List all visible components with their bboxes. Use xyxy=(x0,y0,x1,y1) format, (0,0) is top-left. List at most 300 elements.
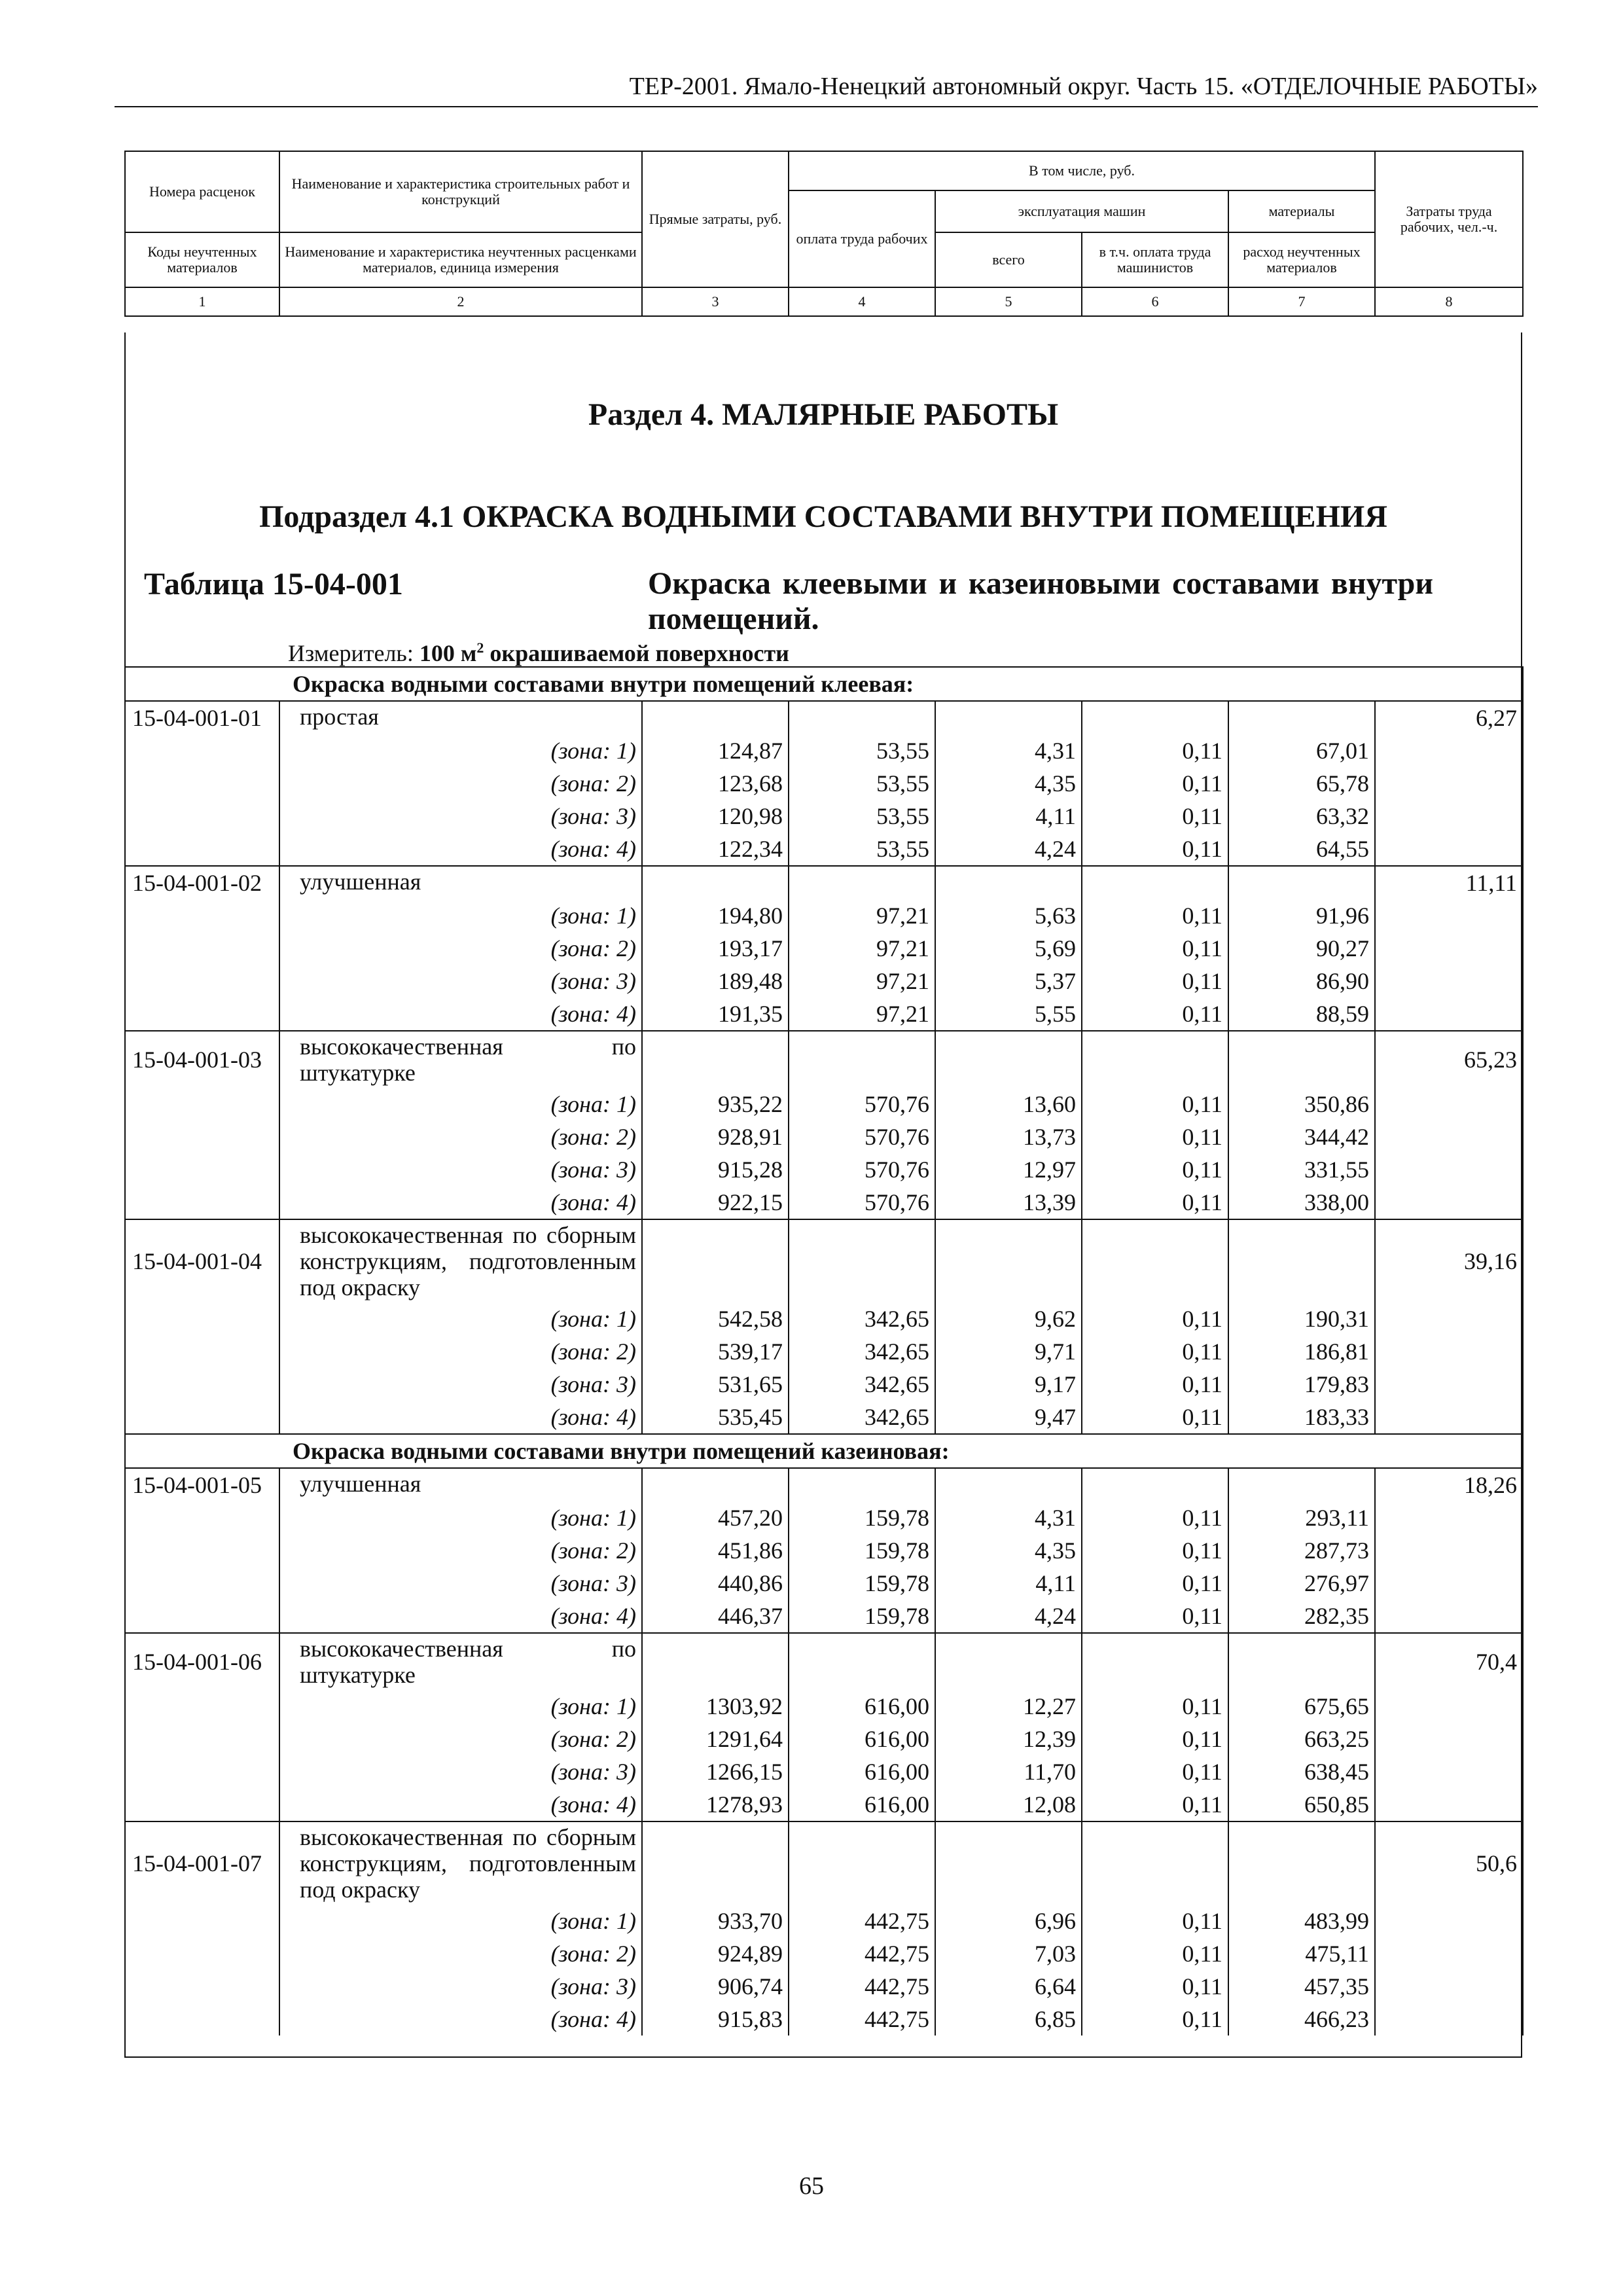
group-title: Окраска водными составами внутри помещений клеевая: xyxy=(279,667,1523,701)
column-number: 5 xyxy=(935,287,1082,316)
group-title-spacer xyxy=(125,1434,279,1468)
zone-label: (зона: 3) xyxy=(279,1970,642,2003)
machine-costs: 4,35 xyxy=(935,1534,1082,1567)
empty-cell xyxy=(1375,1302,1523,1335)
machinist-wages: 0,11 xyxy=(1082,997,1228,1031)
machine-costs: 4,24 xyxy=(935,833,1082,866)
machine-costs: 9,17 xyxy=(935,1368,1082,1401)
zone-label: (зона: 3) xyxy=(279,965,642,997)
empty-cell xyxy=(1228,1821,1375,1905)
empty-cell xyxy=(1375,1088,1523,1121)
empty-cell xyxy=(125,1302,279,1335)
machine-costs: 12,39 xyxy=(935,1723,1082,1755)
zone-label: (зона: 1) xyxy=(279,1690,642,1723)
machine-costs: 9,47 xyxy=(935,1401,1082,1434)
materials-costs: 475,11 xyxy=(1228,1937,1375,1970)
zone-row xyxy=(125,1368,1523,1401)
machinist-wages: 0,11 xyxy=(1082,1937,1228,1970)
machine-costs: 5,69 xyxy=(935,932,1082,965)
empty-cell xyxy=(125,1690,279,1723)
machine-costs: 13,73 xyxy=(935,1121,1082,1153)
empty-cell xyxy=(125,932,279,965)
machinist-wages: 0,11 xyxy=(1082,1368,1228,1401)
machine-costs: 13,39 xyxy=(935,1186,1082,1219)
worker-wages: 570,76 xyxy=(789,1088,935,1121)
direct-costs: 440,86 xyxy=(642,1567,789,1600)
zone-row xyxy=(125,1153,1523,1186)
materials-costs: 65,78 xyxy=(1228,767,1375,800)
empty-cell xyxy=(1375,767,1523,800)
empty-cell xyxy=(1375,1567,1523,1600)
materials-costs: 186,81 xyxy=(1228,1335,1375,1368)
page-number: 65 xyxy=(799,2172,824,2200)
empty-cell xyxy=(1228,1219,1375,1302)
empty-cell xyxy=(1375,1788,1523,1821)
worker-wages: 97,21 xyxy=(789,965,935,997)
zone-label: (зона: 4) xyxy=(279,1788,642,1821)
zone-row xyxy=(125,1088,1523,1121)
machine-costs: 4,24 xyxy=(935,1600,1082,1633)
zone-row xyxy=(125,997,1523,1031)
empty-cell xyxy=(642,1633,789,1690)
empty-cell xyxy=(125,965,279,997)
zone-label: (зона: 2) xyxy=(279,767,642,800)
materials-costs: 90,27 xyxy=(1228,932,1375,965)
empty-cell xyxy=(125,833,279,866)
empty-cell xyxy=(1375,1368,1523,1401)
machinist-wages: 0,11 xyxy=(1082,767,1228,800)
materials-costs: 67,01 xyxy=(1228,734,1375,767)
rate-code: 15-04-001-04 xyxy=(125,1219,279,1302)
empty-cell xyxy=(125,1567,279,1600)
materials-costs: 276,97 xyxy=(1228,1567,1375,1600)
empty-cell xyxy=(1375,899,1523,932)
zone-row xyxy=(125,1302,1523,1335)
worker-wages: 342,65 xyxy=(789,1335,935,1368)
direct-costs: 906,74 xyxy=(642,1970,789,2003)
rate-name: улучшенная xyxy=(279,1468,642,1501)
materials-costs: 457,35 xyxy=(1228,1970,1375,2003)
table-header xyxy=(124,151,1524,317)
labor-cost: 39,16 xyxy=(1375,1219,1523,1302)
column-number-row xyxy=(125,287,1523,316)
column-number: 8 xyxy=(1375,287,1523,316)
materials-costs: 293,11 xyxy=(1228,1501,1375,1534)
machinist-wages: 0,11 xyxy=(1082,1788,1228,1821)
header-materials: материалы xyxy=(1228,190,1375,232)
labor-cost: 70,4 xyxy=(1375,1633,1523,1690)
empty-cell xyxy=(125,1970,279,2003)
group-title-row xyxy=(125,1434,1523,1468)
empty-cell xyxy=(935,1633,1082,1690)
empty-cell xyxy=(125,1937,279,1970)
zone-row xyxy=(125,1600,1523,1633)
empty-cell xyxy=(125,1335,279,1368)
machine-costs: 12,27 xyxy=(935,1690,1082,1723)
direct-costs: 451,86 xyxy=(642,1534,789,1567)
materials-costs: 675,65 xyxy=(1228,1690,1375,1723)
empty-cell xyxy=(125,800,279,833)
rate-code: 15-04-001-01 xyxy=(125,701,279,734)
machine-costs: 5,63 xyxy=(935,899,1082,932)
worker-wages: 442,75 xyxy=(789,1970,935,2003)
materials-costs: 663,25 xyxy=(1228,1723,1375,1755)
machinist-wages: 0,11 xyxy=(1082,1121,1228,1153)
labor-cost: 65,23 xyxy=(1375,1031,1523,1088)
empty-cell xyxy=(125,1088,279,1121)
direct-costs: 922,15 xyxy=(642,1186,789,1219)
empty-cell xyxy=(125,767,279,800)
direct-costs: 194,80 xyxy=(642,899,789,932)
empty-cell xyxy=(125,1755,279,1788)
rate-name: высококачественная по штукатурке xyxy=(279,1633,642,1690)
machine-costs: 9,62 xyxy=(935,1302,1082,1335)
group-title-spacer xyxy=(125,667,279,701)
zone-label: (зона: 3) xyxy=(279,800,642,833)
empty-cell xyxy=(125,1600,279,1633)
empty-cell xyxy=(935,866,1082,899)
zone-label: (зона: 1) xyxy=(279,1302,642,1335)
zone-label: (зона: 4) xyxy=(279,997,642,1031)
materials-costs: 63,32 xyxy=(1228,800,1375,833)
machinist-wages: 0,11 xyxy=(1082,833,1228,866)
machine-costs: 9,71 xyxy=(935,1335,1082,1368)
empty-cell xyxy=(1082,1219,1228,1302)
worker-wages: 159,78 xyxy=(789,1501,935,1534)
materials-costs: 179,83 xyxy=(1228,1368,1375,1401)
direct-costs: 191,35 xyxy=(642,997,789,1031)
empty-cell xyxy=(935,1219,1082,1302)
table-title: Окраска клеевыми и казеиновыми составами внутри помещений. xyxy=(648,566,1433,636)
rates-table xyxy=(124,666,1524,2036)
column-number: 2 xyxy=(279,287,642,316)
empty-cell xyxy=(125,1401,279,1434)
machinist-wages: 0,11 xyxy=(1082,2003,1228,2036)
empty-cell xyxy=(1375,1153,1523,1186)
header-worker-wages: оплата труда рабочих xyxy=(789,190,935,287)
direct-costs: 1266,15 xyxy=(642,1755,789,1788)
empty-cell xyxy=(642,1219,789,1302)
worker-wages: 442,75 xyxy=(789,1937,935,1970)
materials-costs: 483,99 xyxy=(1228,1905,1375,1937)
rate-name: улучшенная xyxy=(279,866,642,899)
empty-cell xyxy=(1375,1121,1523,1153)
header-machines-total: всего xyxy=(935,232,1082,287)
machine-costs: 5,55 xyxy=(935,997,1082,1031)
header-work-name: Наименование и характеристика строительных работ и конструкций xyxy=(279,151,642,232)
worker-wages: 97,21 xyxy=(789,899,935,932)
machine-costs: 4,35 xyxy=(935,767,1082,800)
worker-wages: 616,00 xyxy=(789,1788,935,1821)
column-number: 1 xyxy=(125,287,279,316)
zone-label: (зона: 3) xyxy=(279,1755,642,1788)
materials-costs: 91,96 xyxy=(1228,899,1375,932)
header-labor-costs: Затраты труда рабочих, чел.-ч. xyxy=(1375,151,1523,287)
zone-row xyxy=(125,2003,1523,2036)
direct-costs: 120,98 xyxy=(642,800,789,833)
zone-label: (зона: 2) xyxy=(279,1937,642,1970)
empty-cell xyxy=(125,899,279,932)
zone-label: (зона: 4) xyxy=(279,1186,642,1219)
header-machinist-wages: в т.ч. оплата труда машинистов xyxy=(1082,232,1228,287)
measurer-value: 100 м xyxy=(419,640,477,666)
materials-costs: 638,45 xyxy=(1228,1755,1375,1788)
header-including: В том числе, руб. xyxy=(789,151,1375,190)
materials-costs: 88,59 xyxy=(1228,997,1375,1031)
direct-costs: 1278,93 xyxy=(642,1788,789,1821)
direct-costs: 189,48 xyxy=(642,965,789,997)
machinist-wages: 0,11 xyxy=(1082,1970,1228,2003)
empty-cell xyxy=(1228,866,1375,899)
empty-cell xyxy=(642,1031,789,1088)
empty-cell xyxy=(935,1821,1082,1905)
labor-cost: 50,6 xyxy=(1375,1821,1523,1905)
empty-cell xyxy=(789,866,935,899)
direct-costs: 122,34 xyxy=(642,833,789,866)
machinist-wages: 0,11 xyxy=(1082,1690,1228,1723)
empty-cell xyxy=(1082,1031,1228,1088)
zone-row xyxy=(125,1401,1523,1434)
zone-label: (зона: 1) xyxy=(279,1501,642,1534)
empty-cell xyxy=(1375,965,1523,997)
measurer-label: Измеритель: xyxy=(288,640,414,666)
machinist-wages: 0,11 xyxy=(1082,1401,1228,1434)
zone-row xyxy=(125,1567,1523,1600)
empty-cell xyxy=(1375,1501,1523,1534)
empty-cell xyxy=(1375,1186,1523,1219)
zone-row xyxy=(125,1905,1523,1937)
empty-cell xyxy=(1082,1633,1228,1690)
rate-name: высококачественная по сборным конструкциям, подготовленным под окраску xyxy=(279,1821,642,1905)
materials-costs: 86,90 xyxy=(1228,965,1375,997)
header-material-names: Наименование и характеристика неучтенных расценками материалов, единица измерения xyxy=(279,232,642,287)
direct-costs: 924,89 xyxy=(642,1937,789,1970)
machinist-wages: 0,11 xyxy=(1082,1905,1228,1937)
rate-name: высококачественная по сборным конструкциям, подготовленным под окраску xyxy=(279,1219,642,1302)
empty-cell xyxy=(1375,1600,1523,1633)
group-title-row xyxy=(125,667,1523,701)
direct-costs: 1303,92 xyxy=(642,1690,789,1723)
worker-wages: 442,75 xyxy=(789,1905,935,1937)
empty-cell xyxy=(1375,997,1523,1031)
empty-cell xyxy=(125,1368,279,1401)
empty-cell xyxy=(642,1468,789,1501)
machinist-wages: 0,11 xyxy=(1082,734,1228,767)
rate-row xyxy=(125,866,1523,899)
machinist-wages: 0,11 xyxy=(1082,932,1228,965)
materials-costs: 344,42 xyxy=(1228,1121,1375,1153)
materials-costs: 466,23 xyxy=(1228,2003,1375,2036)
materials-costs: 338,00 xyxy=(1228,1186,1375,1219)
machinist-wages: 0,11 xyxy=(1082,965,1228,997)
zone-label: (зона: 4) xyxy=(279,833,642,866)
zone-label: (зона: 1) xyxy=(279,899,642,932)
column-number: 3 xyxy=(642,287,789,316)
zone-label: (зона: 2) xyxy=(279,932,642,965)
direct-costs: 935,22 xyxy=(642,1088,789,1121)
direct-costs: 542,58 xyxy=(642,1302,789,1335)
zone-label: (зона: 1) xyxy=(279,1905,642,1937)
machine-costs: 11,70 xyxy=(935,1755,1082,1788)
zone-label: (зона: 2) xyxy=(279,1335,642,1368)
machine-costs: 4,11 xyxy=(935,1567,1082,1600)
machine-costs: 12,08 xyxy=(935,1788,1082,1821)
worker-wages: 342,65 xyxy=(789,1401,935,1434)
empty-cell xyxy=(125,1534,279,1567)
empty-cell xyxy=(125,997,279,1031)
machine-costs: 7,03 xyxy=(935,1937,1082,1970)
machinist-wages: 0,11 xyxy=(1082,1302,1228,1335)
zone-row xyxy=(125,800,1523,833)
zone-row xyxy=(125,1335,1523,1368)
empty-cell xyxy=(1375,2003,1523,2036)
direct-costs: 535,45 xyxy=(642,1401,789,1434)
header-direct-costs: Прямые затраты, руб. xyxy=(642,151,789,287)
worker-wages: 616,00 xyxy=(789,1690,935,1723)
empty-cell xyxy=(125,734,279,767)
empty-cell xyxy=(125,1153,279,1186)
empty-cell xyxy=(789,1031,935,1088)
machinist-wages: 0,11 xyxy=(1082,1567,1228,1600)
machine-costs: 12,97 xyxy=(935,1153,1082,1186)
labor-cost: 11,11 xyxy=(1375,866,1523,899)
machinist-wages: 0,11 xyxy=(1082,1501,1228,1534)
rate-code: 15-04-001-07 xyxy=(125,1821,279,1905)
column-number: 7 xyxy=(1228,287,1375,316)
empty-cell xyxy=(1375,1723,1523,1755)
rate-name: высококачественная по штукатурке xyxy=(279,1031,642,1088)
zone-row xyxy=(125,734,1523,767)
empty-cell xyxy=(1228,1633,1375,1690)
rate-row xyxy=(125,1633,1523,1690)
zone-label: (зона: 1) xyxy=(279,734,642,767)
empty-cell xyxy=(935,701,1082,734)
empty-cell xyxy=(642,701,789,734)
empty-cell xyxy=(125,1788,279,1821)
materials-costs: 282,35 xyxy=(1228,1600,1375,1633)
header-unaccounted-materials: расход неучтенных материалов xyxy=(1228,232,1375,287)
rate-row xyxy=(125,1031,1523,1088)
empty-cell xyxy=(1375,1534,1523,1567)
direct-costs: 928,91 xyxy=(642,1121,789,1153)
materials-costs: 650,85 xyxy=(1228,1788,1375,1821)
empty-cell xyxy=(1375,1970,1523,2003)
empty-cell xyxy=(1375,1937,1523,1970)
direct-costs: 915,83 xyxy=(642,2003,789,2036)
zone-row xyxy=(125,833,1523,866)
worker-wages: 570,76 xyxy=(789,1186,935,1219)
direct-costs: 1291,64 xyxy=(642,1723,789,1755)
labor-cost: 18,26 xyxy=(1375,1468,1523,1501)
machinist-wages: 0,11 xyxy=(1082,899,1228,932)
rate-row xyxy=(125,1468,1523,1501)
empty-cell xyxy=(1375,734,1523,767)
empty-cell xyxy=(125,1186,279,1219)
empty-cell xyxy=(1228,1031,1375,1088)
zone-row xyxy=(125,1788,1523,1821)
materials-costs: 350,86 xyxy=(1228,1088,1375,1121)
machinist-wages: 0,11 xyxy=(1082,1534,1228,1567)
subsection-title: Подраздел 4.1 ОКРАСКА ВОДНЫМИ СОСТАВАМИ ВНУТРИ ПОМЕЩЕНИЯ xyxy=(259,499,1387,534)
running-head: ТЕР-2001. Ямало-Ненецкий автономный округ. Часть 15. «ОТДЕЛОЧНЫЕ РАБОТЫ» xyxy=(115,71,1538,107)
direct-costs: 531,65 xyxy=(642,1368,789,1401)
empty-cell xyxy=(1228,701,1375,734)
zone-row xyxy=(125,1723,1523,1755)
measurer-suffix: окрашиваемой поверхности xyxy=(490,640,789,666)
zone-row xyxy=(125,1690,1523,1723)
zone-label: (зона: 3) xyxy=(279,1153,642,1186)
zone-row xyxy=(125,767,1523,800)
empty-cell xyxy=(1375,932,1523,965)
empty-cell xyxy=(125,1501,279,1534)
direct-costs: 457,20 xyxy=(642,1501,789,1534)
empty-cell xyxy=(1375,1335,1523,1368)
rate-row xyxy=(125,1219,1523,1302)
empty-cell xyxy=(1228,1468,1375,1501)
worker-wages: 53,55 xyxy=(789,800,935,833)
rate-row xyxy=(125,1821,1523,1905)
rate-code: 15-04-001-06 xyxy=(125,1633,279,1690)
column-number: 6 xyxy=(1082,287,1228,316)
machinist-wages: 0,11 xyxy=(1082,1755,1228,1788)
zone-label: (зона: 4) xyxy=(279,1600,642,1633)
empty-cell xyxy=(125,2003,279,2036)
worker-wages: 342,65 xyxy=(789,1302,935,1335)
zone-label: (зона: 1) xyxy=(279,1088,642,1121)
machine-costs: 4,11 xyxy=(935,800,1082,833)
worker-wages: 53,55 xyxy=(789,833,935,866)
machinist-wages: 0,11 xyxy=(1082,1088,1228,1121)
empty-cell xyxy=(125,1723,279,1755)
zone-row xyxy=(125,1970,1523,2003)
materials-costs: 190,31 xyxy=(1228,1302,1375,1335)
materials-costs: 64,55 xyxy=(1228,833,1375,866)
measurer-sup: 2 xyxy=(476,639,484,656)
empty-cell xyxy=(1082,701,1228,734)
zone-label: (зона: 2) xyxy=(279,1723,642,1755)
worker-wages: 442,75 xyxy=(789,2003,935,2036)
empty-cell xyxy=(1082,866,1228,899)
zone-row xyxy=(125,1937,1523,1970)
machinist-wages: 0,11 xyxy=(1082,1153,1228,1186)
direct-costs: 123,68 xyxy=(642,767,789,800)
empty-cell xyxy=(125,1121,279,1153)
worker-wages: 53,55 xyxy=(789,734,935,767)
direct-costs: 915,28 xyxy=(642,1153,789,1186)
machinist-wages: 0,11 xyxy=(1082,1335,1228,1368)
worker-wages: 616,00 xyxy=(789,1755,935,1788)
zone-row xyxy=(125,1534,1523,1567)
empty-cell xyxy=(789,1821,935,1905)
rate-row xyxy=(125,701,1523,734)
rate-code: 15-04-001-03 xyxy=(125,1031,279,1088)
zone-row xyxy=(125,1501,1523,1534)
worker-wages: 570,76 xyxy=(789,1121,935,1153)
group-title: Окраска водными составами внутри помещений казеиновая: xyxy=(279,1434,1523,1468)
materials-costs: 183,33 xyxy=(1228,1401,1375,1434)
machinist-wages: 0,11 xyxy=(1082,800,1228,833)
worker-wages: 159,78 xyxy=(789,1567,935,1600)
empty-cell xyxy=(1375,1690,1523,1723)
empty-cell xyxy=(935,1031,1082,1088)
worker-wages: 570,76 xyxy=(789,1153,935,1186)
zone-row xyxy=(125,899,1523,932)
measurer xyxy=(288,634,789,668)
machine-costs: 5,37 xyxy=(935,965,1082,997)
worker-wages: 342,65 xyxy=(789,1368,935,1401)
direct-costs: 446,37 xyxy=(642,1600,789,1633)
empty-cell xyxy=(1375,833,1523,866)
